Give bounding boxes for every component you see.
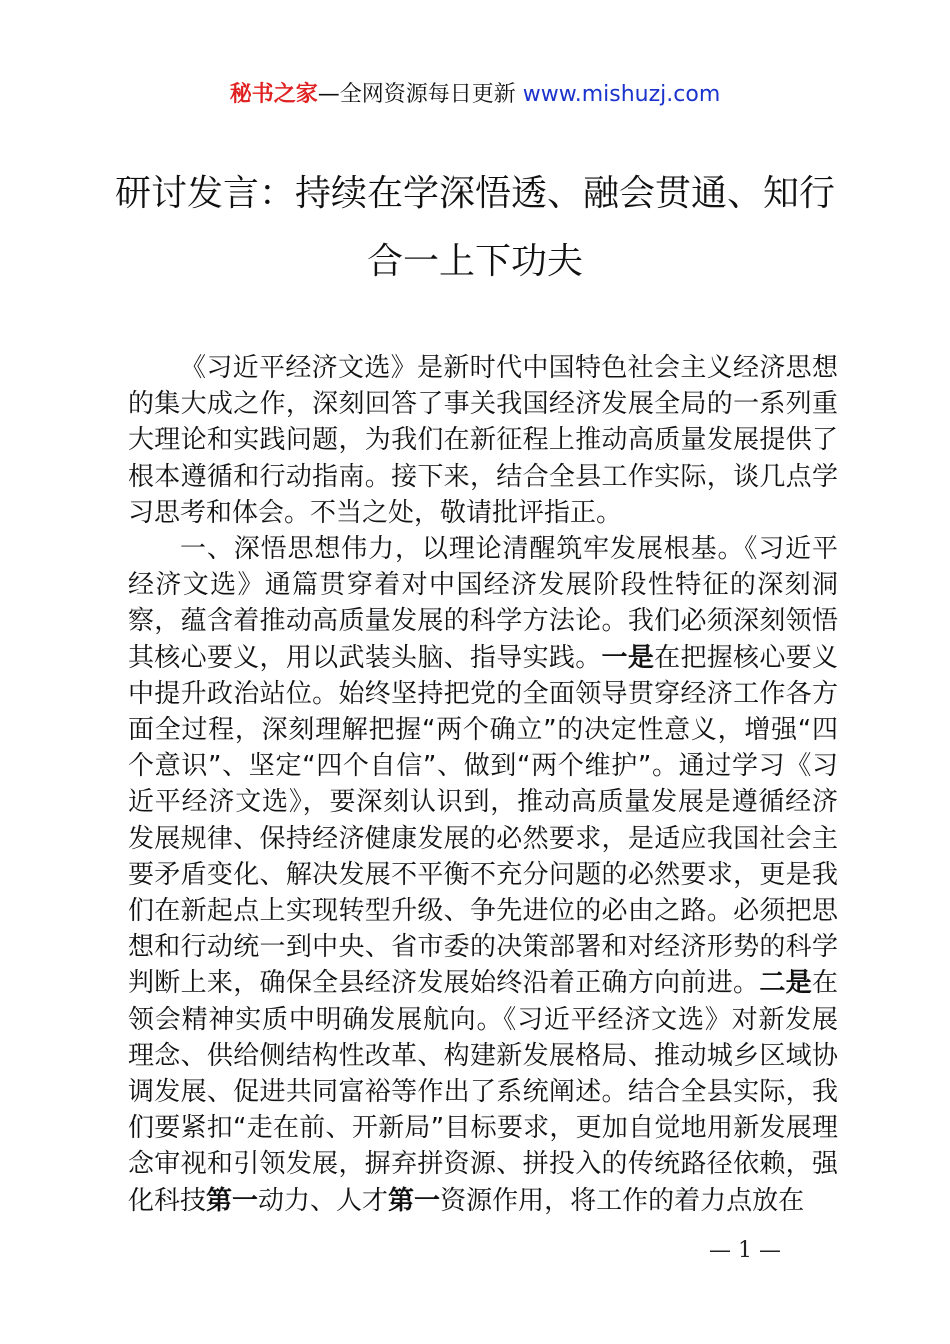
site-banner [0,78,950,112]
site-url[interactable]: www.mishuzj.com [522,82,721,107]
section-one-paragraph [128,531,838,1219]
point-two-text-end: 资源作用，将工作的着力点放在 [440,1185,805,1216]
section-one-text: 一、深悟思想伟力，以理论清醒筑牢发展根基。《习近平经济文选》通篇贯穿着对中国经济发展阶段性特征的深刻洞察，蕴含着推动高质量发展的科学方法论。我们必须深刻领悟其核心要义，用以武装头脑、指导实践。 [128,534,838,673]
page-number: — 1 — [709,1238,781,1263]
point-one-label: 一是 [601,642,655,673]
point-two-text: 在领会精神实质中明确发展航向。《习近平经济文选》对新发展理念、供给侧结构性改革、构建新发展格局、推动城乡区域协调发展、促进共同富裕等作出了系统阐述。结合全县实际，我们要紧扣“走在前、开新局”目标要求，更加自觉地用新发展理念审视和引领发展，摒弃拼资源、拼投入的传统路径依赖，强化科技 [128,968,838,1216]
point-two-label: 二是 [759,968,812,999]
emphasis-first-1: 第一 [206,1185,259,1216]
title-line-2: 合一上下功夫 [366,241,583,282]
point-one-text: 在把握核心要义中提升政治站位。始终坚持把党的全面领导贯穿经济工作各方面全过程，深刻理解把握“两个确立”的决定性意义，增强“四个意识”、坚定“四个自信”、做到“两个维护”。通过学习《习近平经济文选》，要深刻认识到，推动高质量发展是遵循经济发展规律、保持经济健康发展的必然要求，是适应我国社会主要矛盾变化、解决发展不平衡不充分问题的必然要求，更是我们在新起点上实现转型升级、争先进位的必由之路。必须把思想和行动统一到中央、省市委的决策部署和对经济形势的科学判断上来，确保全县经济发展始终沿着正确方向前进。 [128,642,838,999]
title-line-1: 研讨发言：持续在学深悟透、融会贯通、知行 [114,173,835,214]
document-title [100,160,850,296]
point-two-text-cont: 动力、人才 [258,1185,389,1216]
banner-tagline: —全网资源每日更新 [317,82,523,107]
brand-name: 秘书之家 [229,82,318,107]
document-body [128,350,838,1219]
intro-paragraph: 《习近平经济文选》是新时代中国特色社会主义经济思想的集大成之作，深刻回答了事关我国经济发展全局的一系列重大理论和实践问题，为我们在新征程上推动高质量发展提供了根本遵循和行动指南。接下来，结合全县工作实际，谈几点学习思考和体会。不当之处，敬请批评指正。 [128,353,838,528]
emphasis-first-2: 第一 [388,1185,441,1216]
